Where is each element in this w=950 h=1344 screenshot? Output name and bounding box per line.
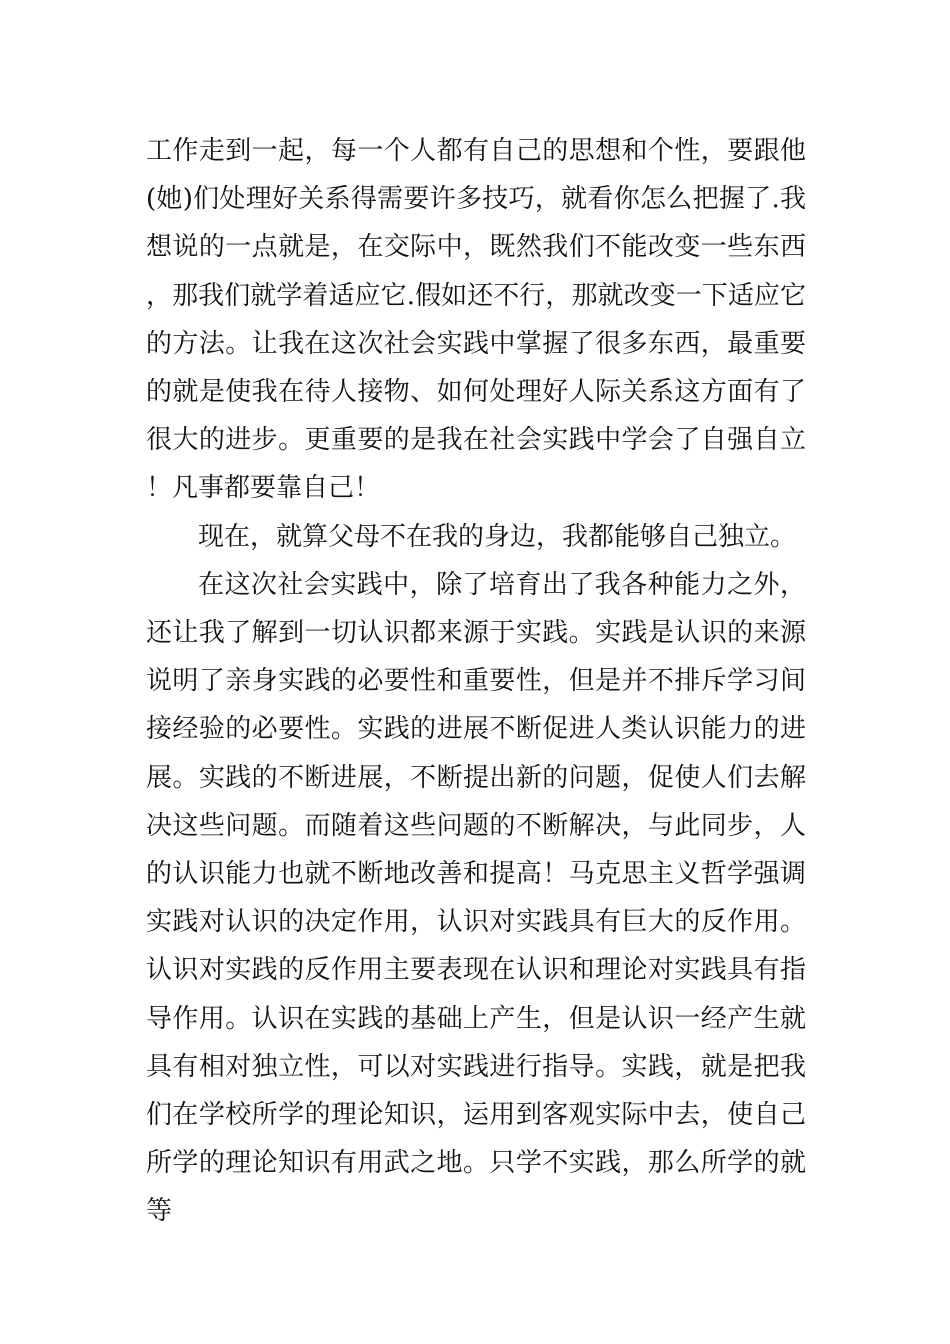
paragraph-3: 在这次社会实践中，除了培育出了我各种能力之外，还让我了解到一切认识都来源于实践。实践是认识的来源说明了亲身实践的必要性和重要性，但是并不排斥学习间接经验的必要性。实践的进展不断促进人类认识能力的进展。实践的不断进展，不断提出新的问题，促使人们去解决这些问题。而随着这些问题的不断解决，与此同步，人的认识能力也就不断地改善和提高！马克思主义哲学强调实践对认识的决定作用，认识对实践具有巨大的反作用。认识对实践的反作用主要表现在认识和理论对实践具有指导作用。认识在实践的基础上产生，但是认识一经产生就具有相对独立性，可以对实践进行指导。实践，就是把我们在学校所学的理论知识，运用到客观实际中去，使自己所学的理论知识有用武之地。只学不实践，那么所学的就等 xyxy=(146,569,806,1227)
document-body xyxy=(146,127,806,1236)
paragraph-1: 工作走到一起，每一个人都有自己的思想和个性，要跟他(她)们处理好关系得需要许多技巧，就看你怎么把握了.我想说的一点就是，在交际中，既然我们不能改变一些东西，那我们就学着适应它.假如还不行，那就改变一下适应它的方法。让我在这次社会实践中掌握了很多东西，最重要的就是使我在待人接物、如何处理好人际关系这方面有了很大的进步。更重要的是我在社会实践中学会了自强自立！凡事都要靠自己！ xyxy=(146,136,806,504)
paragraph-2: 现在，就算父母不在我的身边，我都能够自己独立。 xyxy=(198,521,797,552)
